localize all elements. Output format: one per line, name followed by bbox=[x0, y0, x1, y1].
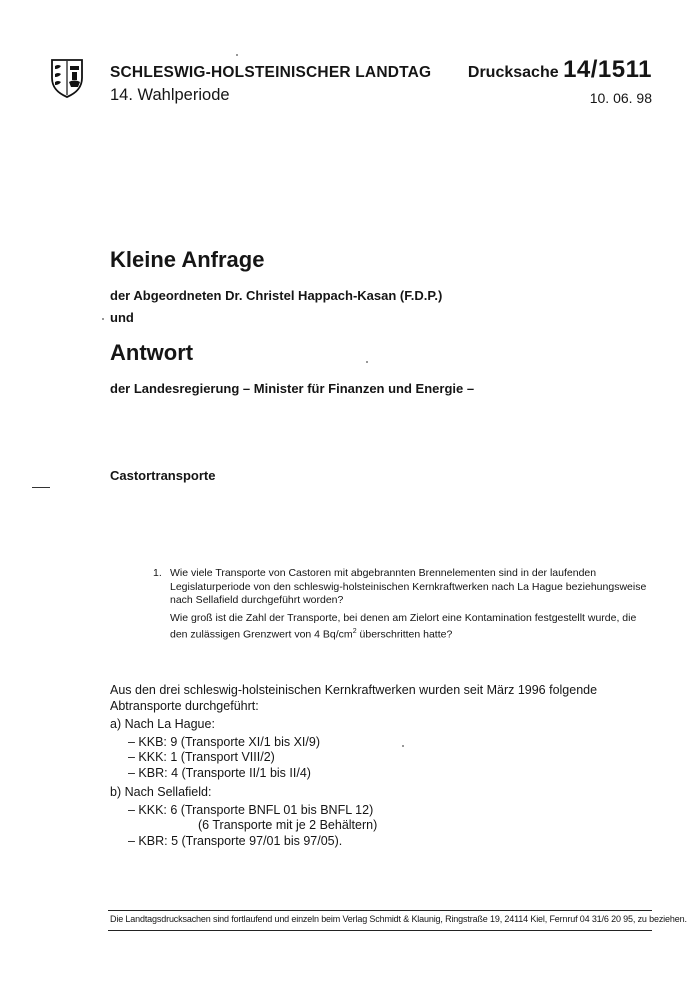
scan-speck bbox=[236, 54, 238, 56]
document-date: 10. 06. 98 bbox=[589, 90, 652, 106]
section-sellafield: b) Nach Sellafield: bbox=[110, 785, 212, 799]
margin-mark bbox=[32, 487, 50, 488]
legislative-period: 14. Wahlperiode bbox=[110, 86, 230, 104]
list-la-hague bbox=[110, 735, 655, 782]
list-item: – KKK: 1 (Transport VIII/2) bbox=[128, 750, 275, 764]
asker-line: der Abgeordneten Dr. Christel Happach-Kasan (F.D.P.) bbox=[110, 288, 443, 303]
answer-block bbox=[110, 683, 655, 853]
topic-title: Castortransporte bbox=[110, 468, 216, 483]
drucksache-number: 14/1511 bbox=[563, 56, 652, 83]
section-la-hague: a) Nach La Hague: bbox=[110, 717, 215, 731]
question-paragraph-1: Wie viele Transporte von Castoren mit abgebrannten Brennelementen sind in der laufenden Legislaturperiode von den schleswig-holsteinischen Kernkraftwerken nach La Hague beziehungsweise nach Sellafield durchgeführt worden? bbox=[170, 567, 647, 606]
footer-rule-bottom bbox=[108, 930, 652, 931]
parliament-name: SCHLESWIG-HOLSTEINISCHER LANDTAG bbox=[110, 64, 432, 81]
answer-intro: Aus den drei schleswig-holsteinischen Kernkraftwerken wurden seit März 1996 folgende Abtransporte durchgeführt: bbox=[110, 683, 598, 713]
scan-speck bbox=[366, 361, 368, 363]
coat-of-arms-logo bbox=[50, 58, 84, 98]
list-item: – KKB: 9 (Transporte XI/1 bis XI/9) bbox=[128, 734, 320, 749]
list-item: – KBR: 4 (Transporte II/1 bis II/4) bbox=[128, 765, 311, 780]
scan-speck bbox=[402, 745, 404, 747]
list-item: – KBR: 5 (Transporte 97/01 bis 97/05). bbox=[128, 833, 343, 848]
drucksache-id bbox=[468, 56, 652, 84]
question-block bbox=[153, 567, 653, 646]
scan-speck bbox=[102, 318, 104, 320]
heading-antwort: Antwort bbox=[110, 340, 194, 365]
drucksache-label: Drucksache bbox=[467, 64, 559, 81]
question-paragraph-2: Wie groß ist die Zahl der Transporte, bei denen am Zielort eine Kontamination festgestellt wurde, die den zulässigen Grenzwert von 4 $Bq/cm^2$ überschritten hatte? bbox=[170, 611, 637, 641]
list-item: – KKK: 6 (Transporte BNFL 01 bis BNFL 12) bbox=[128, 802, 374, 817]
footer-rule-top bbox=[108, 910, 652, 911]
footer-note: Die Landtagsdrucksachen sind fortlaufend und einzeln beim Verlag Schmidt & Klaunig, Ringstraße 19, 24114 Kiel, Fernruf 04 31/6 20 95, zu beziehen. bbox=[110, 914, 687, 924]
responder-line: der Landesregierung – Minister für Finanzen und Energie – bbox=[110, 381, 475, 396]
question-number: 1. bbox=[153, 567, 162, 579]
und-connector: und bbox=[110, 310, 134, 325]
list-sellafield bbox=[110, 803, 655, 850]
heading-kleine-anfrage: Kleine Anfrage bbox=[110, 247, 265, 272]
list-item-note: (6 Transporte mit je 2 Behältern) bbox=[198, 818, 378, 832]
